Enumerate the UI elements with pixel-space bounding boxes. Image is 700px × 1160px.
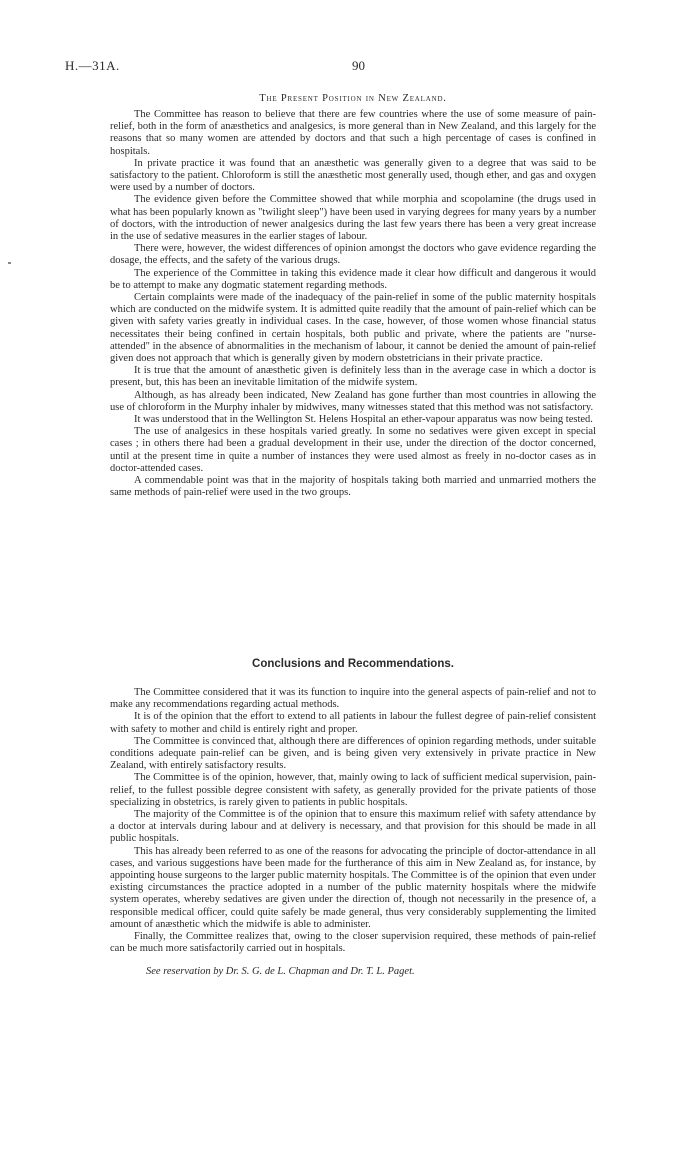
paragraph: The majority of the Committee is of the opinion that to ensure this maximum relief with safety attendance by a doctor at intervals during labour and at delivery is necessary, and that provision for this should be made in all public hospitals. <box>110 809 596 845</box>
paragraph: The Committee considered that it was its function to inquire into the general aspects of pain-relief and not to make any recommendations regarding actual methods. <box>110 687 596 711</box>
paragraph: A commendable point was that in the majority of hospitals taking both married and unmarried mothers the same methods of pain-relief were used in the two groups. <box>110 475 596 499</box>
paragraph: Finally, the Committee realizes that, owing to the closer supervision required, these methods of pain-relief can be much more satisfactorily carried out in hospitals. <box>110 931 596 955</box>
paragraph: Certain complaints were made of the inadequacy of the pain-relief in some of the public maternity hospitals which are conducted on the midwife system. It is admitted quite readily that the amount of pain-relief which can be given with safety varies greatly in individual cases. In the case, however, of those women whose financial status necessitates their being confined in certain hospitals, both public and private, where the patients are "nurse-attended" in the absence of abnormalities in the mechanism of labour, it cannot be denied the amount of pain-relief given does not approach that which is generally given by modern obstetricians in their private practice. <box>110 292 596 365</box>
paragraph: It is true that the amount of anæsthetic given is definitely less than in the average case in which a doctor is present, but, this has been an inevitable limitation of the midwife system. <box>110 365 596 389</box>
paragraph: The use of analgesics in these hospitals varied greatly. In some no sedatives were given except in special cases ; in others there had been a gradual development in their use, under the direction of the doctor concerned, until at the present time in quite a number of instances they were used almost as freely in no-doctor cases as in doctor-attended cases. <box>110 426 596 474</box>
paragraph: The experience of the Committee in taking this evidence made it clear how difficult and dangerous it would be to attempt to make any dogmatic statement regarding methods. <box>110 267 596 291</box>
document-reference: H.—31A. <box>65 58 120 73</box>
section-present-position <box>110 93 596 500</box>
paragraph: There were, however, the widest differences of opinion amongst the doctors who gave evidence regarding the dosage, the effects, and the safety of the various drugs. <box>110 243 596 267</box>
section-title: The Present Position in New Zealand. <box>259 93 447 104</box>
reservation-note: See reservation by Dr. S. G. de L. Chapman and Dr. T. L. Paget. <box>146 966 415 978</box>
paragraph: The Committee is convinced that, although there are differences of opinion regarding methods, under suitable conditions adequate pain-relief can be given, and is being given very extensively in private practice in New Zealand, with entirely satisfactory results. <box>110 735 596 772</box>
paragraph: In private practice it was found that an anæsthetic was generally given to a degree that was said to be satisfactory to the patient. Chloroform is still the anæsthetic most generally used, though ether, and gas and oxygen were used by a number of doctors. <box>110 157 596 194</box>
paragraph: It is of the opinion that the effort to extend to all patients in labour the fullest degree of pain-relief consistent with safety to mother and child is entirely right and proper. <box>110 711 596 735</box>
paragraph: The Committee has reason to believe that there are few countries where the use of some measure of pain-relief, both in the form of anæsthetics and analgesics, is more general than in New Zealand, and this largely for the reasons that so many women are attended by doctors and that such a high percentage of cases is confined in hospitals. <box>110 109 596 157</box>
paragraph: This has already been referred to as one of the reasons for advocating the principle of doctor-attendance in all cases, and various suggestions have been made for the furtherance of this aim in New Zealand as, for instance, by appointing house surgeons to the larger public maternity hospitals. The Committee is of the opinion that even under existing circumstances the practice adopted in a number of the public maternity hospitals where the midwife system operates, whereby sedatives are given under the direction of, though not necessarily in the presence of, a responsible medical officer, could quite safely be made general, thus very considerably supplementing the limited amount of anæsthetic which the midwife is able to administer. <box>110 845 596 930</box>
section-conclusions <box>110 658 596 979</box>
margin-mark <box>8 262 11 264</box>
paragraph: The Committee is of the opinion, however, that, mainly owing to lack of sufficient medical supervision, pain-relief, to the fullest possible degree consistent with safety, as generally provided for the private patients of those specializing in obstetrics, is rarely given to patients in public hospitals. <box>110 772 596 808</box>
page-number: 90 <box>352 58 365 73</box>
paragraph: It was understood that in the Wellington St. Helens Hospital an ether-vapour apparatus was now being tested. <box>134 414 593 426</box>
section-title: Conclusions and Recommendations. <box>252 658 454 670</box>
paragraph: The evidence given before the Committee showed that while morphia and scopolamine (the drugs used in what has been popularly known as "twilight sleep") have been used in varying degrees for many years by a number of doctors, with the introduction of newer analgesics during the last few years there has been a very great increase in the use of sedative measures in the earlier stages of labour. <box>110 194 596 243</box>
paragraph: Although, as has already been indicated, New Zealand has gone further than most countries in allowing the use of chloroform in the Murphy inhaler by midwives, many witnesses stated that this method was not satisfactory. <box>110 389 596 413</box>
